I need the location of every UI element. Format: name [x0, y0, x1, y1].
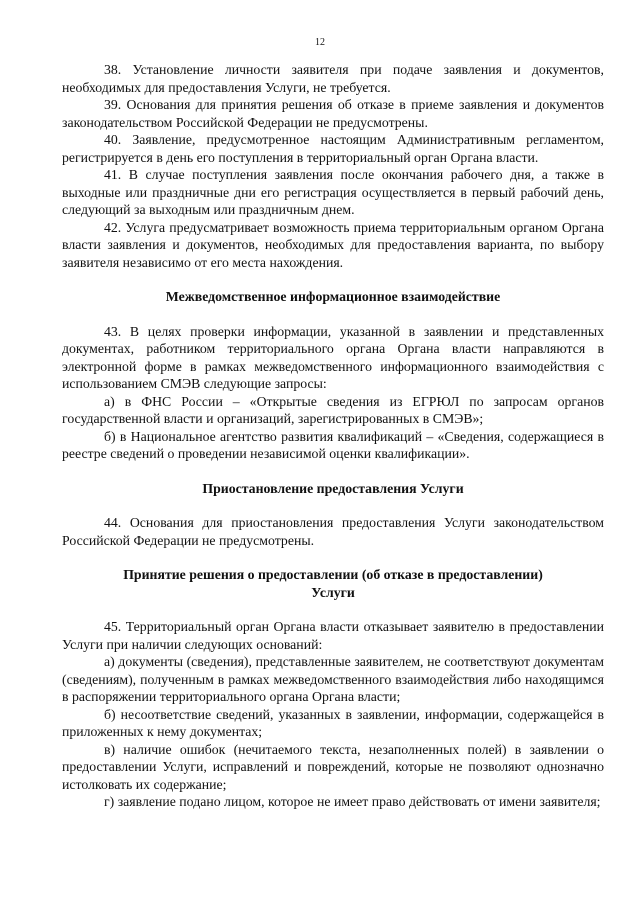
paragraph-45-a: а) документы (сведения), представленные заявителем, не соответствуют документам (сведениям), полученным в рамках межведомственного взаимодействия либо находящимся в распоряжении территориального органа Органа власти; [62, 654, 604, 704]
heading-interagency: Межведомственное информационное взаимодействие [165, 289, 501, 304]
document-body [62, 61, 604, 811]
paragraph-45-b: б) несоответствие сведений, указанных в заявлении, информации, содержащейся в приложенных к нему документах; [62, 706, 604, 739]
heading-decision-line1: Принятие решения о предоставлении (об отказе в предоставлении) [123, 567, 543, 582]
paragraph-40: 40. Заявление, предусмотренное настоящим Административным регламентом, регистрируется в день его поступления в территориальный орган Органа власти. [62, 132, 604, 165]
paragraph-42: 42. Услуга предусматривает возможность приема территориальным органом Органа власти заявления и документов, необходимых для предоставления варианта, по выбору заявителя независимо от его места нахождения. [62, 219, 604, 270]
paragraph-41: 41. В случае поступления заявления после окончания рабочего дня, а также в выходные или праздничные дни его регистрация осуществляется в первый рабочий день, следующий за выходным или праздничным днем. [62, 167, 604, 217]
paragraph-45-c: в) наличие ошибок (нечитаемого текста, незаполненных полей) в заявлении о предоставлении Услуги, исправлений и повреждений, которые не позволяют однозначно истолковать их содержание; [62, 741, 604, 792]
paragraph-39: 39. Основания для принятия решения об отказе в приеме заявления и документов законодательством Российской Федерации не предусмотрены. [62, 97, 604, 130]
paragraph-43-a: а) в ФНС России – «Открытые сведения из ЕГРЮЛ по запросам органов государственной власти и организаций, зарегистрированных в СМЭВ»; [62, 393, 604, 426]
paragraph-44: 44. Основания для приостановления предоставления Услуги законодательством Российской Федерации не предусмотрены. [62, 515, 604, 548]
paragraph-38: 38. Установление личности заявителя при подаче заявления и документов, необходимых для предоставления Услуги, не требуется. [62, 62, 604, 95]
paragraph-43-b: б) в Национальное агентство развития квалификаций – «Сведения, содержащиеся в реестре сведений о проведении независимой оценки квалификации». [62, 428, 604, 461]
heading-decision-line2: Услуги [311, 584, 355, 600]
paragraph-43: 43. В целях проверки информации, указанной в заявлении и представленных документах, работником территориального органа Органа власти направляются в электронной форме в рамках межведомственного информационного взаимодействия с использованием СМЭВ следующие запросы: [62, 323, 604, 391]
heading-suspension: Приостановление предоставления Услуги [202, 480, 464, 496]
paragraph-45-d: г) заявление подано лицом, которое не имеет право действовать от имени заявителя; [104, 794, 601, 809]
paragraph-45: 45. Территориальный орган Органа власти отказывает заявителю в предоставлении Услуги при наличии следующих оснований: [62, 619, 604, 652]
page-number: 12 [315, 37, 325, 48]
